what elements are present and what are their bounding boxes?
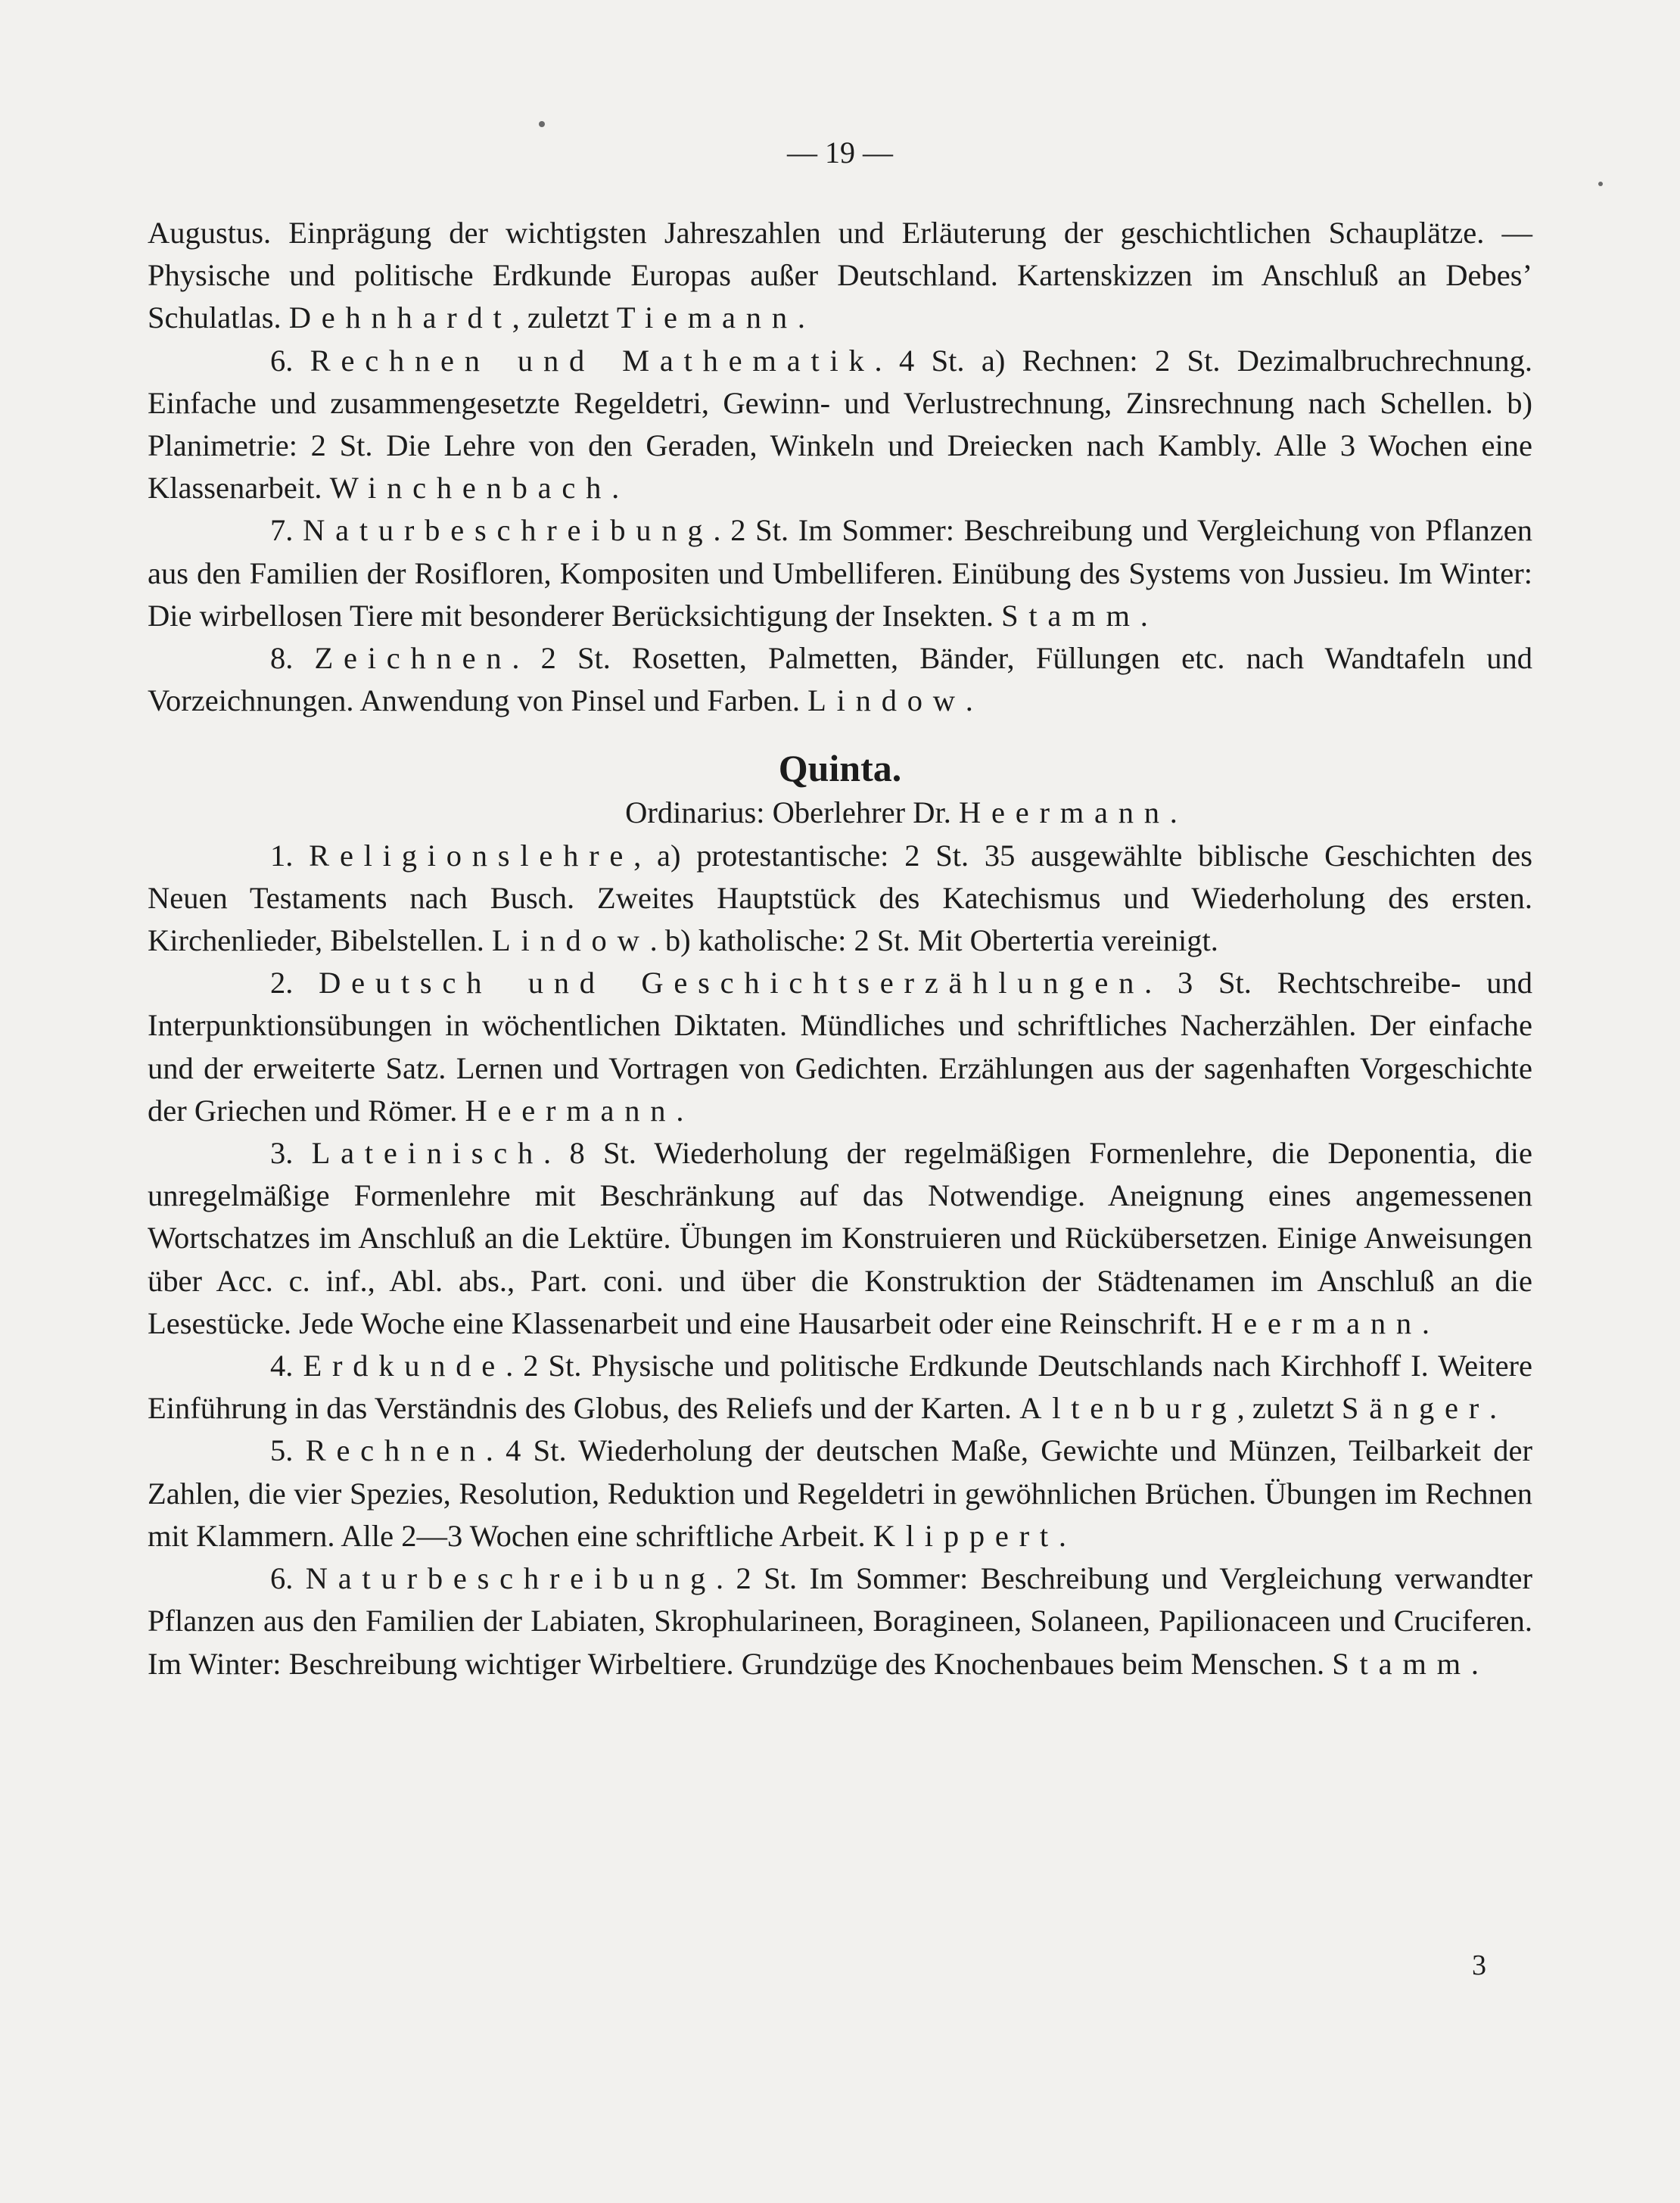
- paragraph-text: , zuletzt: [512, 300, 617, 335]
- paragraph-text: , a) protestantische: 2 St. 35 ausgewählte biblische Geschichten des Neuen Testaments nach Busch. Zweites Hauptstück des Katechismus und Wiederholung des ersten. Kirchenlieder, Bibelstellen.: [148, 838, 1533, 958]
- paragraph-text: .: [1489, 1391, 1498, 1426]
- teacher-name: Tiemann: [616, 300, 798, 335]
- paragraph-text: . 4 St. Wiederholung der deutschen Maße, Gewichte und Münzen, Teilbarkeit der Zahlen, die vier Spezies, Resolution, Reduktion und Regeldetri in gewöhnlichen Brüchen. Übungen im Rechnen mit Klammern. Alle 2—3 Wochen eine schriftliche Arbeit.: [148, 1433, 1532, 1553]
- teacher-name: Sänger: [1341, 1391, 1490, 1426]
- teacher-name: Lindow: [807, 683, 966, 718]
- subject-paragraph-mathematik: [148, 340, 1532, 510]
- paragraph-text: .: [1058, 1518, 1067, 1553]
- paragraph-text: .: [965, 683, 973, 718]
- item-number: 1.: [270, 838, 310, 873]
- item-number: 8.: [270, 641, 315, 676]
- paragraph-text: . b) katholische: 2 St. Mit Obertertia vereinigt.: [649, 923, 1218, 958]
- teacher-name: Heermann: [1211, 1305, 1422, 1340]
- paragraph-text: .: [611, 471, 620, 506]
- body-text: [148, 212, 1532, 1685]
- item-number: 6.: [270, 343, 310, 378]
- subject-paragraph-deutsch: [148, 962, 1532, 1132]
- teacher-name: Heermann: [465, 1093, 677, 1128]
- teacher-name: Stamm: [1332, 1646, 1471, 1681]
- teacher-name: Dehnhardt: [288, 300, 512, 335]
- paragraph-text: . 2 St. Physische und politische Erdkunde Deutschlands nach Kirchhoff I. Weitere Einführung in das Verständnis des Globus, des Reliefs und der Karten.: [148, 1349, 1533, 1426]
- subject-title: Erdkunde: [303, 1349, 506, 1383]
- paragraph-continuation: [148, 212, 1532, 340]
- subject-title: Naturbeschreibung: [303, 513, 714, 548]
- subject-paragraph-erdkunde: [148, 1345, 1532, 1430]
- subject-title: Zeichnen: [314, 641, 512, 676]
- subject-title: Religionslehre: [309, 838, 634, 873]
- ordinarius-label: Ordinarius: Oberlehrer Dr.: [625, 795, 959, 830]
- ink-speck: [539, 121, 545, 127]
- paragraph-text: . 3 St. Rechtschreibe- und Interpunktionsübungen in wöchentlichen Diktaten. Mündliches und schriftliches Nacherzählen. Der einfache und der erweiterte Satz. Lernen und Vortragen von Gedichten. Erzählungen aus der sagenhaften Vorgeschichte der Griechen und Römer.: [148, 966, 1532, 1128]
- teacher-name: Winchenbach: [329, 471, 612, 506]
- paragraph-text: . 8 St. Wiederholung der regelmäßigen Formenlehre, die Deponentia, die unregelmäßige Formenlehre mit Beschränkung auf das Notwendige. Aneignung eines angemessenen Wortschatzes im Anschluß an die Lektüre. Übungen im Konstruieren und Rückübersetzen. Einige Anweisungen über Acc. c. inf., Abl. abs., Part. coni. und über die Konstruktion der Städtenamen im Anschluß an die Lesestücke. Jede Woche eine Klassenarbeit und eine Hausarbeit oder eine Reinschrift.: [148, 1136, 1532, 1340]
- signature-mark: 3: [1472, 1949, 1486, 1981]
- item-number: 5.: [270, 1433, 306, 1468]
- teacher-name: Klippert: [873, 1518, 1059, 1553]
- paragraph-text: .: [1140, 598, 1148, 633]
- section-heading: Quinta.: [778, 747, 902, 790]
- subject-paragraph-naturbeschreibung: [148, 509, 1532, 637]
- item-number: 7.: [270, 513, 303, 548]
- page-number: — 19 —: [787, 135, 893, 170]
- paragraph-text: . 2 St. Rosetten, Palmetten, Bänder, Füllungen etc. nach Wandtafeln und Vorzeichnungen. Anwendung von Pinsel und Farben.: [148, 641, 1533, 718]
- subject-title: Rechnen und Mathematik: [310, 343, 875, 378]
- item-number: 6.: [270, 1561, 306, 1596]
- subject-title: Deutsch und Geschichtserzählungen: [319, 966, 1145, 1000]
- teacher-name: Lindow: [491, 923, 650, 958]
- paragraph-text: .: [1421, 1305, 1430, 1340]
- paragraph-text: .: [676, 1093, 684, 1128]
- paragraph-text: .: [1470, 1646, 1479, 1681]
- subject-title: Rechnen: [305, 1433, 486, 1468]
- paragraph-text: . 2 St. Im Sommer: Beschreibung und Vergleichung verwandter Pflanzen aus den Familien der Labiaten, Skrophularineen, Boragineen, Solaneen, Papilionaceen und Cruciferen. Im Winter: Beschreibung wichtiger Wirbeltiere. Grundzüge des Knochenbaues beim Menschen.: [148, 1561, 1532, 1681]
- teacher-name: Altenburg: [1019, 1391, 1237, 1426]
- teacher-name: Stamm: [1001, 598, 1140, 633]
- subject-paragraph-rechnen: [148, 1430, 1532, 1557]
- paragraph-text: . 2 St. Im Sommer: Beschreibung und Vergleichung von Pflanzen aus den Familien der Rosifloren, Kompositen und Umbelliferen. Einübung des Systems von Jussieu. Im Winter: Die wirbellosen Tiere mit besonderer Berücksichtigung der Insekten.: [148, 513, 1533, 633]
- paragraph-text: Augustus. Einprägung der wichtigsten Jahreszahlen und Erläuterung der geschichtlichen Schauplätze. — Physische und politische Erdkunde Europas außer Deutschland. Kartenskizzen im Anschluß an Debes’ Schulatlas.: [148, 216, 1532, 335]
- paragraph-text: .: [1169, 795, 1178, 830]
- teacher-name: Heermann: [958, 795, 1170, 830]
- ink-speck: [1598, 182, 1603, 186]
- item-number: 2.: [270, 966, 319, 1000]
- subject-paragraph-lateinisch: [148, 1132, 1532, 1345]
- paragraph-text: , zuletzt: [1237, 1391, 1342, 1426]
- subject-paragraph-naturbeschreibung: [148, 1557, 1532, 1685]
- paragraph-text: .: [797, 300, 805, 335]
- subject-title: Naturbeschreibung: [305, 1561, 717, 1596]
- item-number: 4.: [270, 1349, 303, 1383]
- item-number: 3.: [270, 1136, 312, 1171]
- subject-title: Lateinisch: [311, 1136, 544, 1171]
- paragraph-text: . 4 St. a) Rechnen: 2 St. Dezimalbruchrechnung. Einfache und zusammengesetzte Regeldetri, Gewinn- und Verlustrechnung, Zinsrechnung nach Schellen. b) Planimetrie: 2 St. Die Lehre von den Geraden, Winkeln und Dreiecken nach Kambly. Alle 3 Wochen eine Klassenarbeit.: [148, 343, 1533, 506]
- subject-paragraph-religionslehre: [148, 835, 1532, 963]
- ordinarius-line: [148, 792, 1532, 834]
- subject-paragraph-zeichnen: [148, 637, 1532, 722]
